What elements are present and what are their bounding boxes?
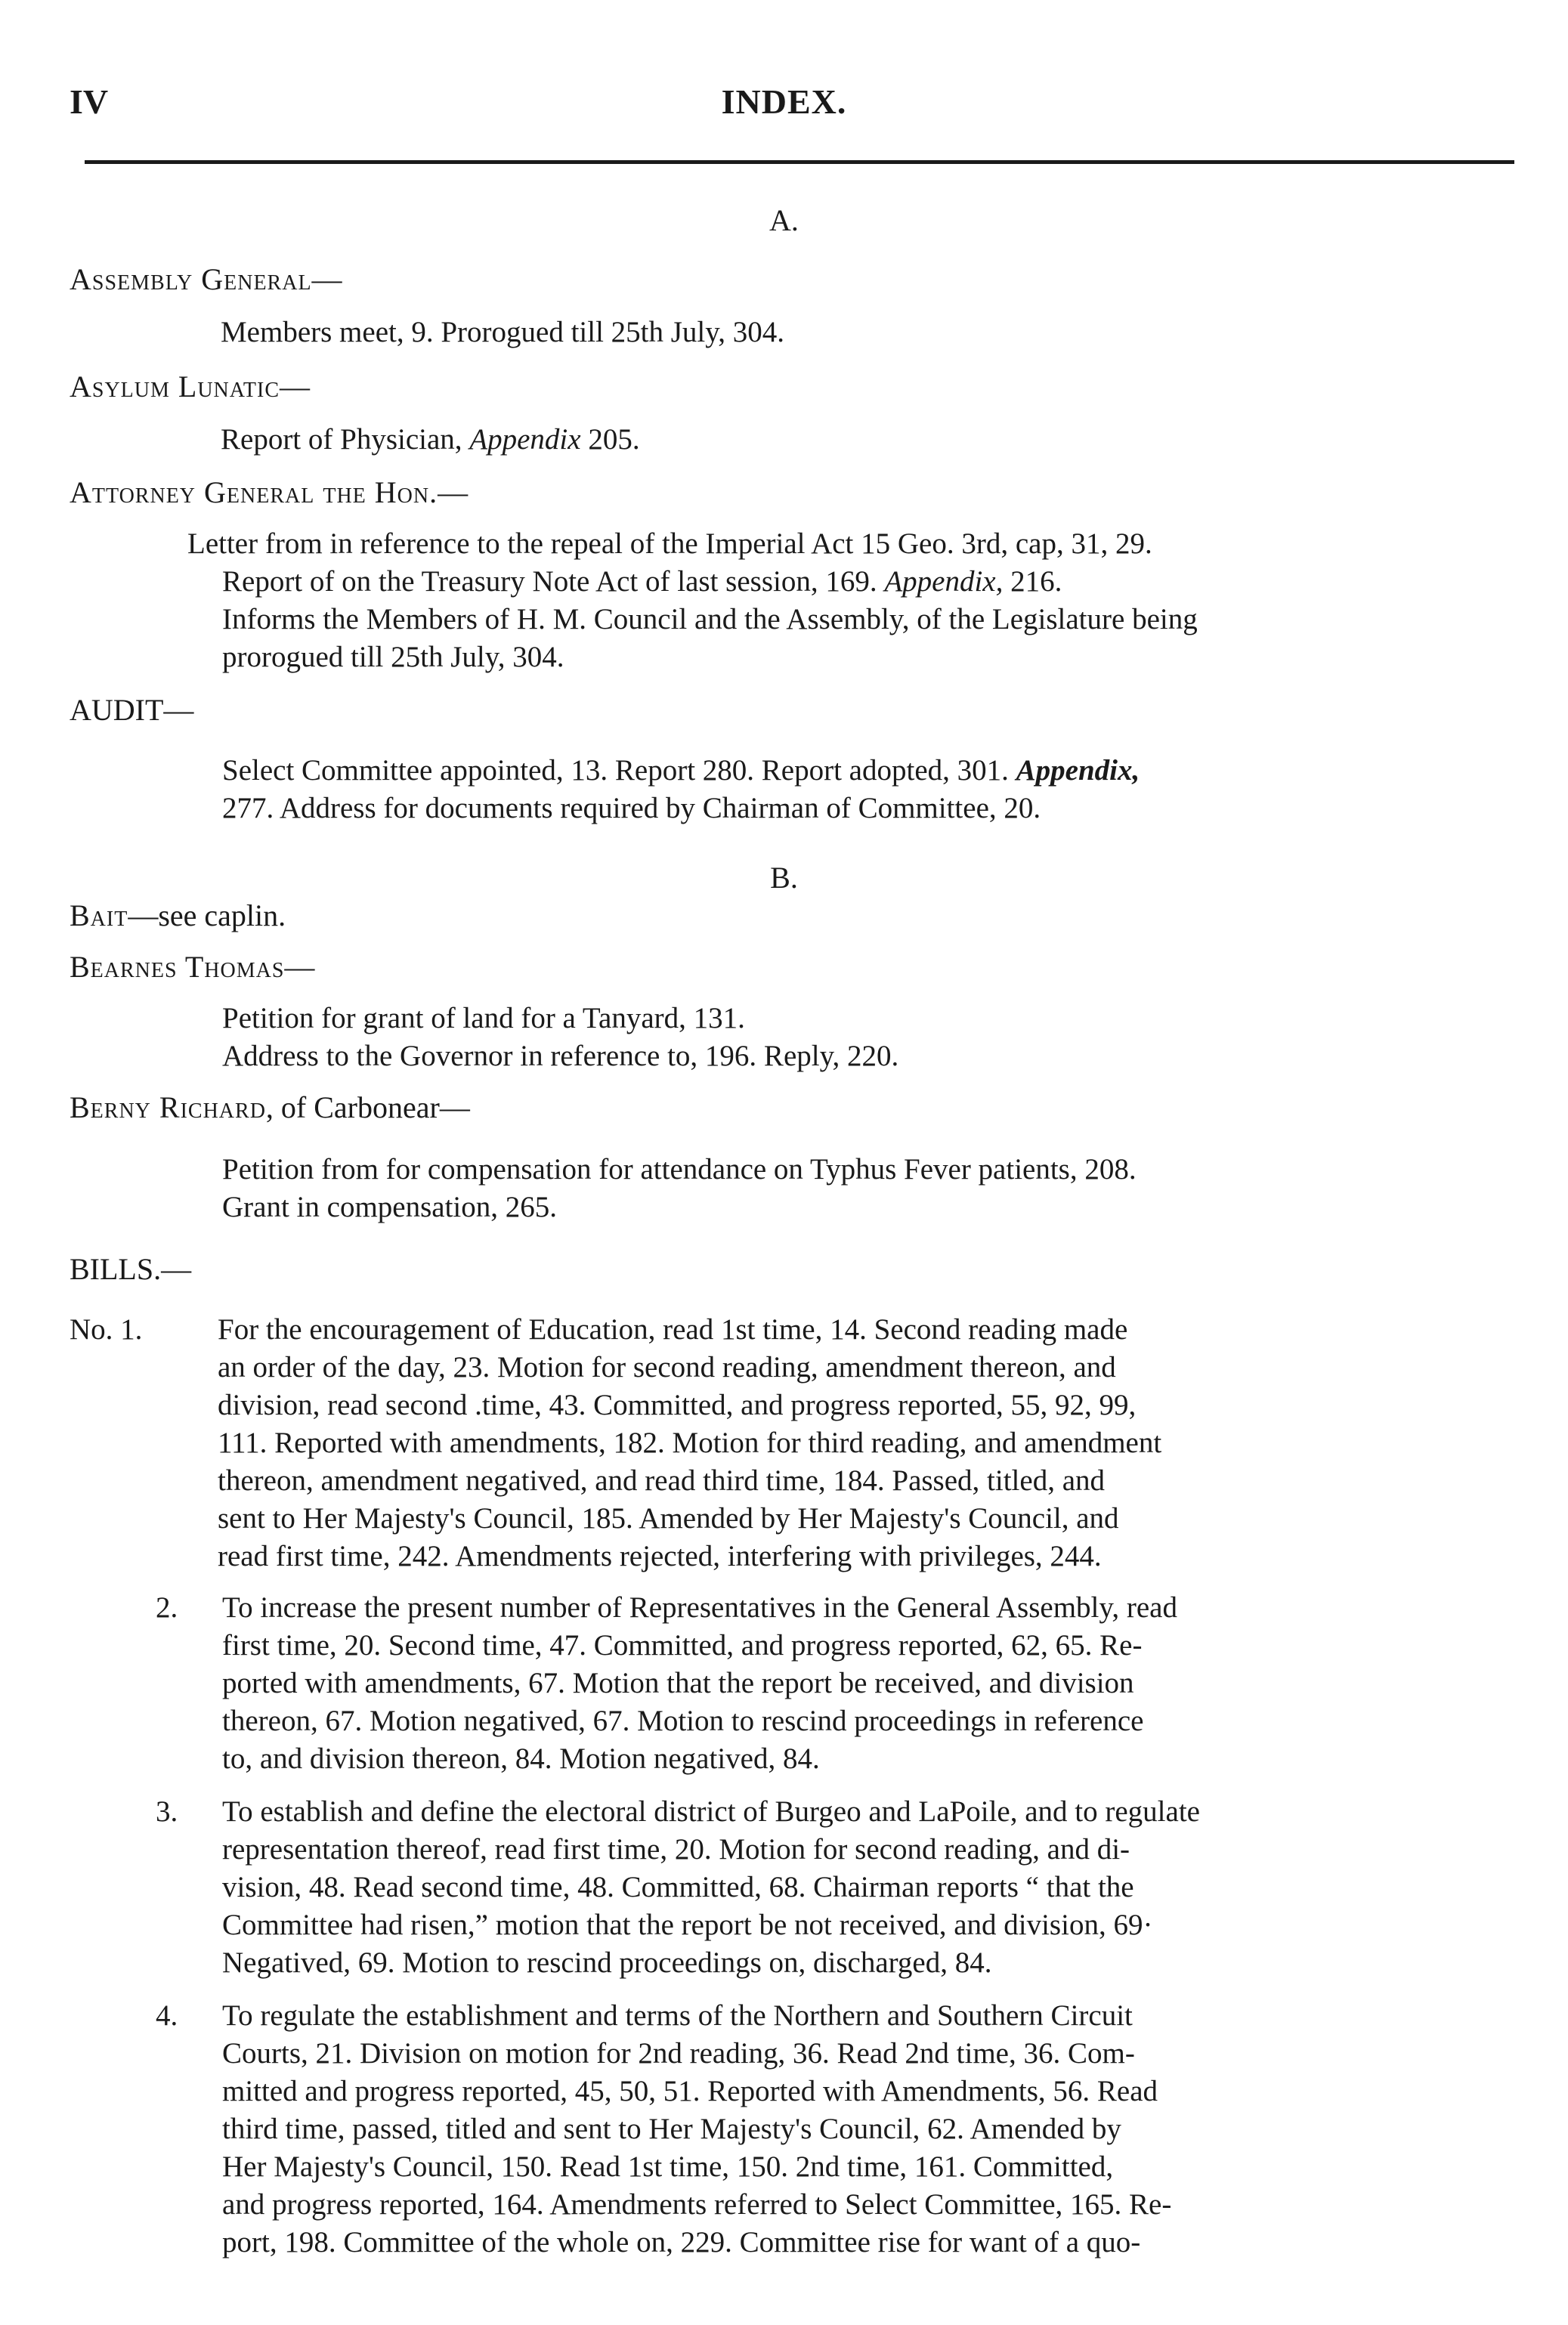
bill-line: vision, 48. Read second time, 48. Committed, 68. Chairman reports “ that the (222, 1871, 1134, 1903)
entry-line: 277. Address for documents required by Chairman of Committee, 20. (222, 792, 1041, 824)
entry-heading-assembly-general: Assembly General— (70, 262, 343, 296)
entry-heading-bearnes-thomas: Bearnes Thomas— (70, 950, 316, 984)
bill-line: an order of the day, 23. Motion for second reading, amendment thereon, and (218, 1351, 1116, 1384)
section-letter-a: A. (769, 203, 799, 237)
header-rule (85, 160, 1514, 164)
entry-heading-bills: BILLS.— (70, 1252, 192, 1286)
entry-line: Report of on the Treasury Note Act of last session, 169. Appendix, 216. (222, 565, 1062, 598)
entry-line: Petition for grant of land for a Tanyard, 131. (222, 1002, 745, 1034)
bill-line: mitted and progress reported, 45, 50, 51. Reported with Amendments, 56. Read (222, 2075, 1158, 2107)
entry-line: Grant in compensation, 265. (222, 1191, 557, 1223)
entry-heading-attorney-general: Attorney General the Hon.— (70, 475, 469, 509)
entry-line: Petition from for compensation for attendance on Typhus Fever patients, 208. (222, 1153, 1137, 1186)
bill-line: thereon, amendment negatived, and read third time, 184. Passed, titled, and (218, 1464, 1105, 1497)
bill-number: 4. (156, 1999, 178, 2032)
bill-line: first time, 20. Second time, 47. Committed, and progress reported, 62, 65. Re- (222, 1629, 1143, 1662)
bill-number: No. 1. (70, 1313, 143, 1346)
entry-line: Address to the Governor in reference to, 196. Reply, 220. (222, 1040, 899, 1072)
bill-line: Negatived, 69. Motion to rescind proceedings on, discharged, 84. (222, 1946, 992, 1979)
bill-line: To increase the present number of Representatives in the General Assembly, read (222, 1591, 1177, 1624)
bill-line: Courts, 21. Division on motion for 2nd reading, 36. Read 2nd time, 36. Com- (222, 2037, 1135, 2070)
bill-line: To regulate the establishment and terms of the Northern and Southern Circuit (222, 1999, 1133, 2032)
entry-line: Report of Physician, Appendix 205. (221, 423, 640, 456)
bill-line: port, 198. Committee of the whole on, 229. Committee rise for want of a quo- (222, 2226, 1141, 2259)
bill-line: To establish and define the electoral district of Burgeo and LaPoile, and to regulate (222, 1795, 1200, 1828)
entry-line: Select Committee appointed, 13. Report 280. Report adopted, 301. Appendix, (222, 754, 1140, 787)
entry-line: Letter from in reference to the repeal of the Imperial Act 15 Geo. 3rd, cap, 31, 29. (187, 527, 1152, 560)
bill-line: For the encouragement of Education, read 1st time, 14. Second reading made (218, 1313, 1128, 1346)
bill-line: division, read second .time, 43. Committed, and progress reported, 55, 92, 99, (218, 1389, 1137, 1421)
bill-number: 2. (156, 1591, 178, 1624)
entry-heading-berny-richard: Berny Richard, of Carbonear— (70, 1090, 470, 1124)
bill-line: read first time, 242. Amendments rejected, interfering with privileges, 244. (218, 1540, 1102, 1572)
entry-heading-asylum-lunatic: Asylum Lunatic— (70, 369, 311, 403)
bill-line: Her Majesty's Council, 150. Read 1st time, 150. 2nd time, 161. Committed, (222, 2150, 1114, 2183)
bill-line: ported with amendments, 67. Motion that the report be received, and division (222, 1667, 1134, 1699)
entry-line: Members meet, 9. Prorogued till 25th July, 304. (221, 316, 784, 348)
bill-line: thereon, 67. Motion negatived, 67. Motion to rescind proceedings in reference (222, 1705, 1144, 1737)
entry-heading-audit: AUDIT— (70, 693, 194, 727)
page-title: INDEX. (721, 82, 847, 121)
page-number: IV (70, 82, 109, 121)
bill-line: to, and division thereon, 84. Motion negatived, 84. (222, 1742, 820, 1775)
section-letter-b: B. (770, 861, 798, 895)
entry-line: prorogued till 25th July, 304. (222, 641, 564, 673)
bill-line: 111. Reported with amendments, 182. Motion for third reading, and amendment (218, 1427, 1162, 1459)
bill-number: 3. (156, 1795, 178, 1828)
bill-line: third time, passed, titled and sent to Her Majesty's Council, 62. Amended by (222, 2113, 1121, 2145)
bill-line: and progress reported, 164. Amendments referred to Select Committee, 165. Re- (222, 2188, 1172, 2221)
bill-line: sent to Her Majesty's Council, 185. Amended by Her Majesty's Council, and (218, 1502, 1119, 1535)
bill-line: Committee had risen,” motion that the report be not received, and division, 69· (222, 1909, 1153, 1941)
bill-line: representation thereof, read first time, 20. Motion for second reading, and di- (222, 1833, 1130, 1866)
entry-line: Informs the Members of H. M. Council and the Assembly, of the Legislature being (222, 603, 1198, 635)
entry-heading-bait: Bait—see caplin. (70, 898, 286, 932)
